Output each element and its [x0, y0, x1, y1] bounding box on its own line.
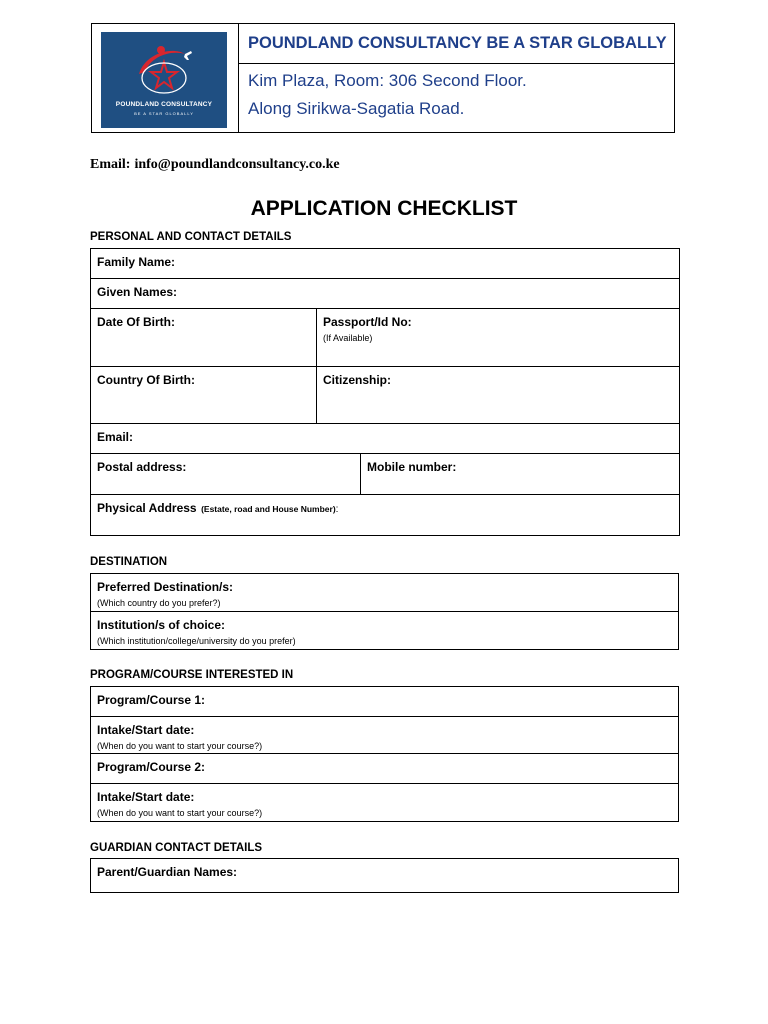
- citizenship-field[interactable]: [317, 367, 680, 424]
- section-heading-destination: DESTINATION: [90, 556, 168, 568]
- page-title: APPLICATION CHECKLIST: [250, 197, 518, 220]
- program-course-1-field[interactable]: [91, 687, 679, 717]
- intake-start-date-2-field[interactable]: [91, 784, 679, 822]
- institution-field[interactable]: [91, 612, 679, 650]
- email-value[interactable]: info@poundlandconsultancy.co.ke: [134, 157, 340, 172]
- preferred-destination-field[interactable]: [91, 574, 679, 612]
- personal-details-table: [90, 248, 680, 536]
- postal-address-label: Postal address:: [97, 460, 187, 474]
- program-course-2-label: Program/Course 2:: [97, 760, 206, 774]
- passport-hint: (If Available): [323, 333, 373, 343]
- institution-hint: (Which institution/college/university do you prefer): [97, 636, 296, 646]
- country-of-birth-field[interactable]: [91, 367, 317, 424]
- section-heading-program: PROGRAM/COURSE INTERESTED IN: [90, 669, 294, 681]
- country-of-birth-label: Country Of Birth:: [97, 373, 195, 387]
- letterhead: [91, 23, 675, 133]
- company-name: POUNDLAND CONSULTANCY BE A STAR GLOBALLY: [238, 24, 674, 64]
- program-course-2-field[interactable]: [91, 754, 679, 784]
- passport-field[interactable]: [317, 309, 680, 367]
- physical-address-field[interactable]: [91, 495, 680, 536]
- logo-company-name: POUNDLAND CONSULTANCY: [115, 101, 213, 108]
- physical-address-hint: (Estate, road and House Number): [201, 504, 336, 514]
- email-label: Email:: [90, 157, 131, 172]
- institution-label: Institution/s of choice:: [97, 618, 225, 632]
- program-course-1-label: Program/Course 1:: [97, 693, 206, 707]
- logo-tagline: BE A STAR GLOBALLY: [134, 111, 194, 116]
- passport-label: Passport/Id No:: [323, 315, 412, 329]
- family-name-field[interactable]: [91, 249, 680, 279]
- intake-start-date-2-hint: (When do you want to start your course?): [97, 808, 263, 818]
- intake-start-date-1-label: Intake/Start date:: [97, 723, 195, 737]
- guardian-table: [90, 858, 679, 893]
- intake-start-date-2-label: Intake/Start date:: [97, 790, 195, 804]
- preferred-destination-hint: (Which country do you prefer?): [97, 598, 221, 608]
- physical-address-colon: :: [335, 504, 339, 515]
- mobile-number-label: Mobile number:: [367, 460, 457, 474]
- company-address: [238, 64, 674, 132]
- logo-cell: [92, 24, 239, 132]
- email-field[interactable]: [91, 424, 680, 454]
- intake-start-date-1-field[interactable]: [91, 717, 679, 754]
- contact-email: [90, 157, 340, 173]
- address-line-1: Kim Plaza, Room: 306 Second Floor.: [248, 71, 527, 90]
- address-line-2: Along Sirikwa-Sagatia Road.: [248, 99, 465, 118]
- section-heading-guardian: GUARDIAN CONTACT DETAILS: [90, 842, 263, 854]
- guardian-names-field[interactable]: [91, 859, 679, 893]
- date-of-birth-field[interactable]: [91, 309, 317, 367]
- postal-address-field[interactable]: [91, 454, 361, 495]
- guardian-names-label: Parent/Guardian Names:: [97, 865, 238, 879]
- physical-address-label: Physical Address: [97, 501, 197, 515]
- given-names-label: Given Names:: [97, 285, 178, 299]
- preferred-destination-label: Preferred Destination/s:: [97, 580, 234, 594]
- program-table: [90, 686, 679, 822]
- company-logo: [101, 32, 227, 128]
- mobile-number-field[interactable]: [361, 454, 680, 495]
- date-of-birth-label: Date Of Birth:: [97, 315, 175, 329]
- citizenship-label: Citizenship:: [323, 373, 391, 387]
- given-names-field[interactable]: [91, 279, 680, 309]
- family-name-label: Family Name:: [97, 255, 176, 269]
- section-heading-personal: PERSONAL AND CONTACT DETAILS: [90, 231, 292, 243]
- intake-start-date-1-hint: (When do you want to start your course?): [97, 741, 263, 751]
- email-field-label: Email:: [97, 430, 134, 444]
- destination-table: [90, 573, 679, 650]
